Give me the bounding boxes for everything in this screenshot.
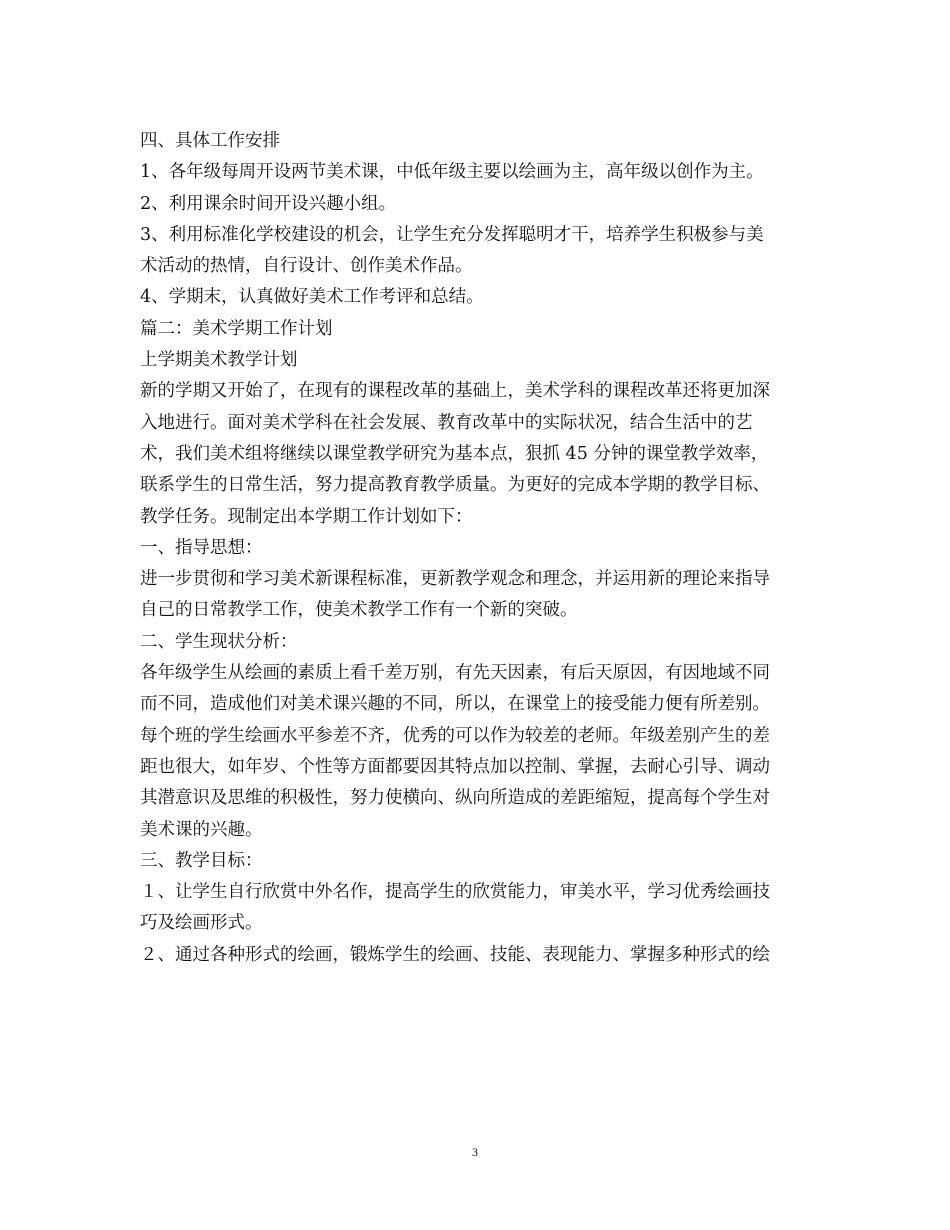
section-heading-student-analysis: 二、学生现状分析： bbox=[140, 631, 298, 652]
paragraph-line: 新的学期又开始了，在现有的课程改革的基础上，美术学科的课程改革还将更加深 bbox=[140, 381, 770, 402]
paragraph-line: 术活动的热情，自行设计、创作美术作品。 bbox=[140, 256, 473, 277]
paragraph-line: 美术课的兴趣。 bbox=[140, 819, 263, 840]
paragraph-line: １、让学生自行欣赏中外名作，提高学生的欣赏能力，审美水平，学习优秀绘画技 bbox=[140, 882, 770, 903]
paragraph-line: 入地进行。面对美术学科在社会发展、教育改革中的实际状况，结合生活中的艺 bbox=[140, 412, 753, 433]
paragraph-line: 联系学生的日常生活，努力提高教育教学质量。为更好的完成本学期的教学目标、 bbox=[140, 475, 770, 496]
paragraph-line: 其潜意识及思维的积极性，努力使横向、纵向所造成的差距缩短，提高每个学生对 bbox=[140, 788, 770, 809]
section-heading-teaching-goals: 三、教学目标： bbox=[140, 850, 263, 871]
paragraph-line: 距也很大，如年岁、个性等方面都要因其特点加以控制、掌握，去耐心引导、调动 bbox=[140, 756, 770, 777]
paragraph-line: 各年级学生从绘画的素质上看千差万别，有先天因素，有后天原因，有因地域不同 bbox=[140, 663, 770, 684]
paragraph-line: 而不同，造成他们对美术课兴趣的不同，所以，在课堂上的接受能力便有所差别。 bbox=[140, 694, 770, 715]
section-heading-guiding-ideology: 一、指导思想： bbox=[140, 537, 263, 558]
paragraph-line: 2、利用课余时间开设兴趣小组。 bbox=[140, 193, 397, 214]
paragraph-line: 术，我们美术组将继续以课堂教学研究为基本点，狠抓 45 分钟的课堂教学效率， bbox=[140, 443, 769, 464]
chapter-title: 篇二：美术学期工作计划 bbox=[140, 318, 333, 339]
paragraph-line: 自己的日常教学工作，使美术教学工作有一个新的突破。 bbox=[140, 600, 578, 621]
paragraph-line: ２、通过各种形式的绘画，锻炼学生的绘画、技能、表现能力、掌握多种形式的绘 bbox=[140, 944, 770, 965]
paragraph-line: 3、利用标准化学校建设的机会，让学生充分发挥聪明才干，培养学生积极参与美 bbox=[140, 224, 764, 245]
paragraph-line: 每个班的学生绘画水平参差不齐，优秀的可以作为较差的老师。年级差别产生的差 bbox=[140, 725, 770, 746]
paragraph-line: 巧及绘画形式。 bbox=[140, 913, 263, 934]
plan-title: 上学期美术教学计划 bbox=[140, 350, 298, 371]
paragraph-line: 进一步贯彻和学习美术新课程标准，更新教学观念和理念，并运用新的理论来指导 bbox=[140, 569, 770, 590]
page-number: 3 bbox=[472, 1145, 478, 1159]
paragraph-line: 4、学期末，认真做好美术工作考评和总结。 bbox=[140, 287, 484, 308]
section-heading-work-arrangement: 四、具体工作安排 bbox=[140, 131, 280, 151]
document-body bbox=[140, 126, 820, 971]
paragraph-line: 1、各年级每周开设两节美术课，中低年级主要以绘画为主，高年级以创作为主。 bbox=[140, 162, 764, 183]
paragraph-line: 教学任务。现制定出本学期工作计划如下： bbox=[140, 506, 473, 527]
